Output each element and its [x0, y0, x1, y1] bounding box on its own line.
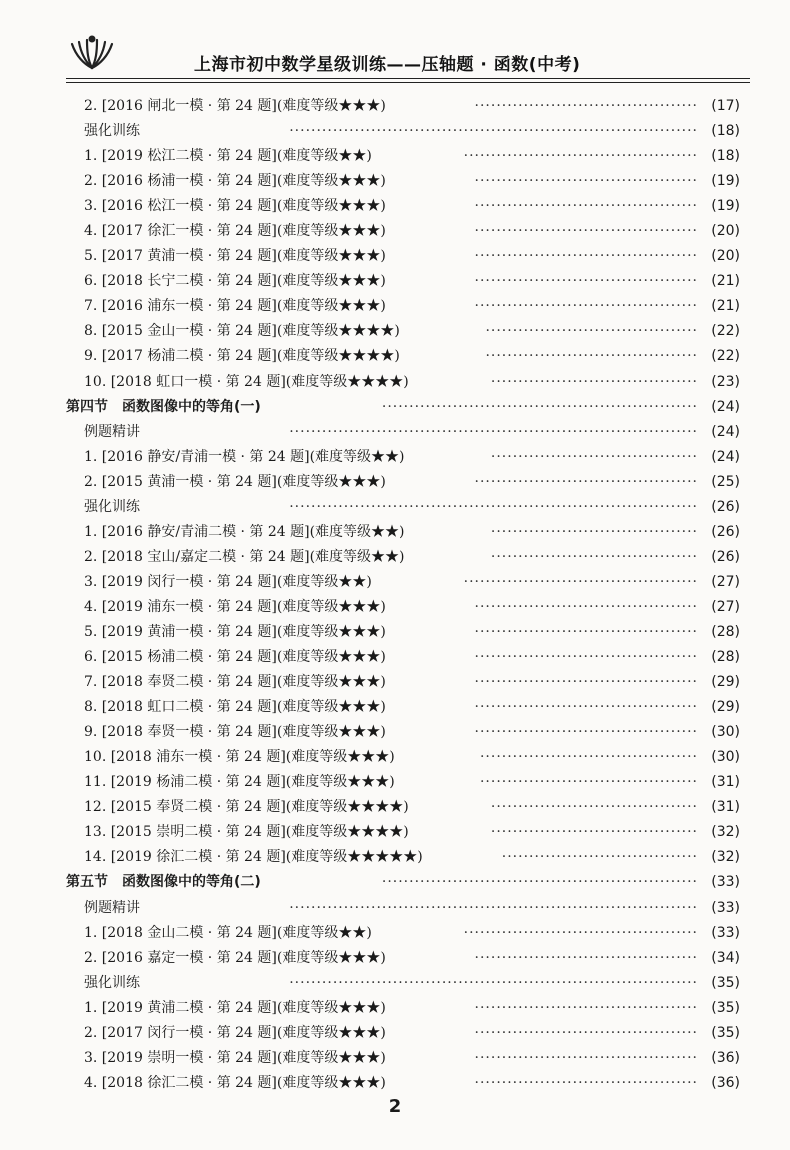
toc-entry-label: 1. [2019 黄浦二模 · 第 24 题](难度等级★★★): [84, 999, 386, 1016]
toc-subheading-row: [66, 971, 746, 996]
toc-entry-label: 6. [2018 长宁二模 · 第 24 题](难度等级★★★): [84, 273, 386, 290]
leader-dots: ···········································································: [289, 974, 698, 991]
page-header: [60, 30, 750, 82]
toc-page-number: (32): [711, 824, 740, 841]
leader-dots: ···········································: [463, 924, 698, 941]
toc-entry-row: [66, 294, 746, 319]
leader-dots: ·········································: [474, 98, 698, 114]
toc-page-number: (19): [711, 173, 740, 190]
toc-entry-label: 3. [2019 崇明一模 · 第 24 题](难度等级★★★): [84, 1049, 386, 1066]
toc-entry-row: [66, 620, 746, 645]
leader-dots: ·········································: [474, 298, 698, 315]
toc-entry-row: [66, 645, 746, 670]
leader-dots: ·········································: [474, 949, 698, 966]
leader-dots: ·······································: [485, 348, 698, 365]
leader-dots: ·········································: [474, 1074, 698, 1091]
toc-entry-label: 强化训练: [84, 974, 140, 991]
toc-entry-label: 14. [2019 徐汇二模 · 第 24 题](难度等级★★★★★): [84, 849, 423, 866]
toc-entry-label: 5. [2019 黄浦一模 · 第 24 题](难度等级★★★): [84, 623, 386, 640]
toc-entry-row: [66, 470, 746, 495]
toc-entry-row: [66, 595, 746, 620]
toc-page-number: (26): [711, 498, 740, 515]
toc-page-number: (29): [711, 699, 740, 716]
toc-entry-label: 4. [2018 徐汇二模 · 第 24 题](难度等级★★★): [84, 1074, 386, 1091]
leader-dots: ·········································: [474, 173, 698, 190]
toc-entry-row: [66, 795, 746, 820]
toc-page-number: (21): [711, 298, 740, 315]
toc-entry-label: 3. [2019 闵行一模 · 第 24 题](难度等级★★): [84, 573, 372, 590]
table-of-contents: [66, 94, 746, 1096]
leader-dots: ····································: [501, 849, 698, 866]
toc-entry-row: [66, 996, 746, 1021]
toc-entry-row: [66, 570, 746, 595]
toc-entry-row: [66, 219, 746, 244]
leader-dots: ······································: [490, 824, 698, 841]
toc-section-row: [66, 395, 746, 420]
leader-dots: ······································: [490, 448, 698, 465]
toc-page-number: (22): [711, 323, 740, 340]
toc-entry-row: [66, 94, 746, 119]
toc-entry-label: 11. [2019 杨浦二模 · 第 24 题](难度等级★★★): [84, 774, 395, 791]
toc-page-number: (26): [711, 548, 740, 565]
toc-entry-row: [66, 921, 746, 946]
toc-entry-label: 8. [2018 虹口二模 · 第 24 题](难度等级★★★): [84, 699, 386, 716]
toc-page-number: (33): [711, 924, 740, 941]
toc-entry-label: 2. [2018 宝山/嘉定二模 · 第 24 题](难度等级★★): [84, 548, 405, 565]
leader-dots: ·········································: [474, 1024, 698, 1041]
toc-entry-label: 1. [2016 静安/青浦二模 · 第 24 题](难度等级★★): [84, 523, 405, 540]
leader-dots: ··························································: [381, 398, 698, 415]
leader-dots: ···········································································: [289, 123, 698, 140]
toc-entry-row: [66, 244, 746, 269]
leader-dots: ········································: [479, 774, 698, 791]
toc-entry-label: 2. [2017 闵行一模 · 第 24 题](难度等级★★★): [84, 1024, 386, 1041]
toc-entry-row: [66, 720, 746, 745]
toc-page-number: (21): [711, 273, 740, 290]
toc-page-number: (24): [711, 398, 740, 415]
toc-subheading-row: [66, 420, 746, 445]
toc-entry-row: [66, 770, 746, 795]
leader-dots: ···········································································: [289, 498, 698, 515]
leader-dots: ········································: [479, 749, 698, 766]
toc-page-number: (27): [711, 573, 740, 590]
toc-entry-row: [66, 820, 746, 845]
toc-entry-label: 3. [2016 松江一模 · 第 24 题](难度等级★★★): [84, 198, 386, 215]
page-number: 2: [388, 1096, 402, 1117]
toc-page-number: (35): [711, 974, 740, 991]
toc-page-number: (32): [711, 849, 740, 866]
leader-dots: ·········································: [474, 473, 698, 490]
leader-dots: ·········································: [474, 724, 698, 741]
toc-page-number: (30): [711, 749, 740, 766]
toc-entry-label: 5. [2017 黄浦一模 · 第 24 题](难度等级★★★): [84, 248, 386, 265]
toc-page-number: (24): [711, 423, 740, 440]
leader-dots: ·······································: [485, 323, 698, 340]
toc-entry-label: 10. [2018 浦东一模 · 第 24 题](难度等级★★★): [84, 749, 395, 766]
toc-entry-label: 6. [2015 杨浦二模 · 第 24 题](难度等级★★★): [84, 649, 386, 666]
toc-entry-row: [66, 520, 746, 545]
toc-page-number: (29): [711, 674, 740, 691]
leader-dots: ·········································: [474, 223, 698, 240]
toc-page-number: (28): [711, 649, 740, 666]
leader-dots: ·········································: [474, 273, 698, 290]
toc-entry-label: 4. [2017 徐汇一模 · 第 24 题](难度等级★★★): [84, 223, 386, 240]
toc-entry-row: [66, 319, 746, 344]
toc-entry-label: 2. [2015 黄浦一模 · 第 24 题](难度等级★★★): [84, 473, 386, 490]
toc-entry-label: 2. [2016 杨浦一模 · 第 24 题](难度等级★★★): [84, 173, 386, 190]
toc-entry-label: 9. [2018 奉贤一模 · 第 24 题](难度等级★★★): [84, 724, 386, 741]
leader-dots: ·········································: [474, 1049, 698, 1066]
leader-dots: ·········································: [474, 198, 698, 215]
toc-section-row: [66, 870, 746, 895]
toc-entry-row: [66, 1046, 746, 1071]
toc-subheading-row: [66, 119, 746, 144]
leader-dots: ······································: [490, 523, 698, 540]
toc-page-number: (33): [711, 874, 740, 891]
leader-dots: ·········································: [474, 649, 698, 666]
toc-subheading-row: [66, 495, 746, 520]
toc-page-number: (17): [711, 98, 740, 114]
toc-entry-label: 第五节 函数图像中的等角(二): [66, 874, 261, 891]
toc-entry-row: [66, 344, 746, 369]
leader-dots: ·········································: [474, 999, 698, 1016]
publisher-logo-icon: [66, 34, 118, 74]
toc-entry-label: 1. [2019 松江二模 · 第 24 题](难度等级★★): [84, 148, 372, 165]
toc-entry-label: 第四节 函数图像中的等角(一): [66, 398, 261, 415]
toc-page-number: (26): [711, 523, 740, 540]
toc-entry-label: 1. [2018 金山二模 · 第 24 题](难度等级★★): [84, 924, 372, 941]
toc-page-number: (19): [711, 198, 740, 215]
toc-entry-label: 12. [2015 奉贤二模 · 第 24 题](难度等级★★★★): [84, 799, 409, 816]
toc-page-number: (34): [711, 949, 740, 966]
leader-dots: ······································: [490, 373, 698, 390]
toc-entry-row: [66, 269, 746, 294]
toc-entry-row: [66, 1021, 746, 1046]
toc-page-number: (27): [711, 598, 740, 615]
toc-page-number: (33): [711, 899, 740, 916]
toc-entry-row: [66, 445, 746, 470]
toc-page-number: (24): [711, 448, 740, 465]
toc-page-number: (22): [711, 348, 740, 365]
toc-entry-label: 7. [2018 奉贤二模 · 第 24 题](难度等级★★★): [84, 674, 386, 691]
leader-dots: ···········································: [463, 573, 698, 590]
leader-dots: ·········································: [474, 699, 698, 716]
toc-page-number: (35): [711, 999, 740, 1016]
leader-dots: ·········································: [474, 248, 698, 265]
toc-entry-label: 强化训练: [84, 123, 140, 140]
toc-page-number: (20): [711, 248, 740, 265]
toc-entry-row: [66, 670, 746, 695]
toc-entry-label: 例题精讲: [84, 423, 140, 440]
leader-dots: ·········································: [474, 623, 698, 640]
toc-entry-row: [66, 745, 746, 770]
toc-entry-label: 7. [2016 浦东一模 · 第 24 题](难度等级★★★): [84, 298, 386, 315]
toc-subheading-row: [66, 896, 746, 921]
leader-dots: ······································: [490, 548, 698, 565]
toc-page-number: (35): [711, 1024, 740, 1041]
toc-page-number: (36): [711, 1049, 740, 1066]
toc-entry-label: 9. [2017 杨浦二模 · 第 24 题](难度等级★★★★): [84, 348, 400, 365]
toc-entry-row: [66, 370, 746, 395]
toc-entry-label: 10. [2018 虹口一模 · 第 24 题](难度等级★★★★): [84, 373, 409, 390]
toc-page-number: (25): [711, 473, 740, 490]
toc-entry-label: 1. [2016 静安/青浦一模 · 第 24 题](难度等级★★): [84, 448, 405, 465]
toc-page-number: (36): [711, 1074, 740, 1091]
toc-page-number: (31): [711, 774, 740, 791]
toc-entry-row: [66, 695, 746, 720]
toc-entry-row: [66, 169, 746, 194]
leader-dots: ··························································: [381, 874, 698, 891]
toc-page-number: (20): [711, 223, 740, 240]
toc-page-number: (18): [711, 148, 740, 165]
book-title: 上海市初中数学星级训练——压轴题 · 函数(中考): [194, 55, 581, 75]
leader-dots: ···········································: [463, 148, 698, 165]
leader-dots: ·········································: [474, 674, 698, 691]
toc-entry-label: 2. [2016 闸北一模 · 第 24 题](难度等级★★★): [84, 98, 386, 114]
toc-page-number: (31): [711, 799, 740, 816]
toc-entry-label: 13. [2015 崇明二模 · 第 24 题](难度等级★★★★): [84, 824, 409, 841]
toc-entry-row: [66, 545, 746, 570]
toc-entry-label: 2. [2016 嘉定一模 · 第 24 题](难度等级★★★): [84, 949, 386, 966]
toc-entry-row: [66, 946, 746, 971]
toc-entry-row: [66, 1071, 746, 1096]
toc-page-number: (18): [711, 123, 740, 140]
toc-entry-label: 强化训练: [84, 498, 140, 515]
toc-entry-label: 4. [2019 浦东一模 · 第 24 题](难度等级★★★): [84, 598, 386, 615]
toc-page-number: (28): [711, 623, 740, 640]
toc-entry-label: 例题精讲: [84, 899, 140, 916]
leader-dots: ···········································································: [289, 423, 698, 440]
toc-page-number: (30): [711, 724, 740, 741]
toc-entry-row: [66, 845, 746, 870]
toc-entry-row: [66, 194, 746, 219]
toc-entry-label: 8. [2015 金山一模 · 第 24 题](难度等级★★★★): [84, 323, 400, 340]
header-rule: [66, 78, 750, 83]
toc-entry-row: [66, 144, 746, 169]
toc-page-number: (23): [711, 373, 740, 390]
leader-dots: ···········································································: [289, 899, 698, 916]
leader-dots: ·········································: [474, 598, 698, 615]
leader-dots: ······································: [490, 799, 698, 816]
